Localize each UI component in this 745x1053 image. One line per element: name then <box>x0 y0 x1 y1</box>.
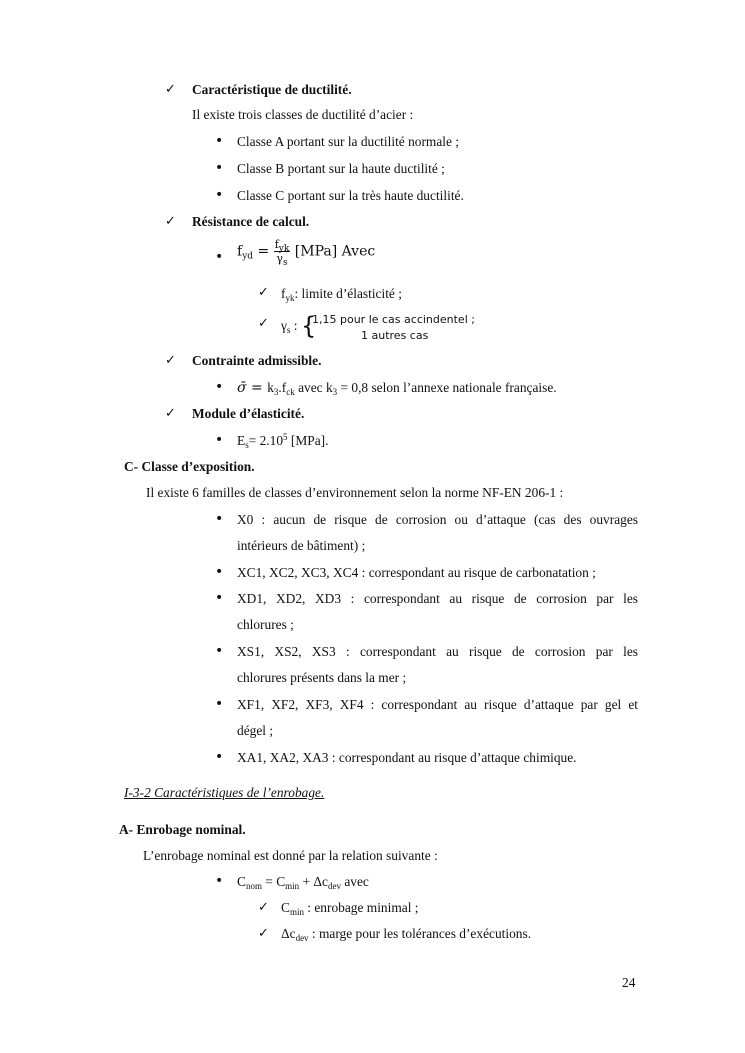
dc-symbol: Δc <box>281 926 296 941</box>
nom-sub: nom <box>245 881 262 891</box>
fyd-sub: yd <box>242 251 254 262</box>
admissible-heading: Contrainte admissible. <box>192 353 322 368</box>
gamma-case-1: 1,15 pour le cas accindentel ; <box>312 313 475 326</box>
check-icon <box>258 925 269 942</box>
bullet-icon <box>215 749 223 765</box>
check-icon <box>165 405 176 422</box>
cmin-symbol: = C <box>261 874 286 889</box>
check-icon <box>258 899 269 916</box>
dc-definition <box>281 926 531 942</box>
list-item-cont: intérieurs de bâtiment) ; <box>237 538 366 553</box>
nominal-heading: A- Enrobage nominal. <box>119 822 246 837</box>
k3b-sub: 3 <box>332 387 338 397</box>
gamma-sub: s <box>286 325 291 335</box>
check-icon <box>258 284 269 301</box>
min-sub: min <box>285 881 300 891</box>
check-icon <box>165 81 176 98</box>
fraction <box>274 238 291 268</box>
page-number: 24 <box>622 975 636 990</box>
ductility-heading: Caractéristique de ductilité. <box>192 82 352 97</box>
frac-num: f <box>274 238 279 251</box>
bullet-icon <box>215 564 223 580</box>
gamma-symbol: γ <box>281 318 287 333</box>
bullet-icon <box>215 432 223 448</box>
formula-unit: [MPa] Avec <box>294 243 376 260</box>
sigma-bar: σ̄ <box>237 380 247 396</box>
list-item: X0 : aucun de risque de corrosion ou d’attaque (cas des ouvrages <box>237 512 638 527</box>
gamma-colon: : <box>290 318 298 333</box>
c-symbol: C <box>237 874 246 889</box>
check-icon <box>165 352 176 369</box>
list-item: Classe B portant sur la haute ductilité ; <box>237 161 445 176</box>
modulus-unit: [MPa]. <box>287 433 329 448</box>
bullet-icon <box>215 511 223 527</box>
fck-symbol: .f <box>278 380 287 395</box>
resistance-formula <box>237 238 376 268</box>
e-symbol: E <box>237 433 246 448</box>
list-item-cont: dégel ; <box>237 723 274 738</box>
list-item: XS1, XS2, XS3 : correspondant au risque de corrosion par les <box>237 644 638 659</box>
list-item-cont: chlorures ; <box>237 617 294 632</box>
brace-symbol: { <box>301 312 317 340</box>
frac-num-sub: yk <box>278 244 290 254</box>
admissible-text: avec k <box>294 380 333 395</box>
bullet-icon <box>215 133 223 149</box>
list-item: XC1, XC2, XC3, XC4 : correspondant au risque de carbonatation ; <box>237 565 596 580</box>
check-icon <box>258 315 269 332</box>
check-icon <box>165 213 176 230</box>
cmin-desc: : enrobage minimal ; <box>303 900 419 915</box>
bullet-icon <box>215 696 223 712</box>
dc-sub: dev <box>295 933 309 943</box>
fyk-definition <box>281 286 402 302</box>
modulus-number: = 2.10 <box>248 433 284 448</box>
cmin-sub: min <box>289 907 304 917</box>
modulus-value <box>237 433 328 449</box>
dev-sub: dev <box>327 881 341 891</box>
k3-symbol: k <box>267 380 274 395</box>
resistance-heading: Résistance de calcul. <box>192 214 310 229</box>
exposure-intro: Il existe 6 familles de classes d’environnement selon la norme NF-EN 206-1 : <box>146 485 564 500</box>
frac-den: γ <box>276 252 283 265</box>
equals-sign: = <box>257 243 270 260</box>
gamma-case-2: 1 autres cas <box>361 329 429 342</box>
bullet-icon <box>215 160 223 176</box>
cmin-definition <box>281 900 419 916</box>
bullet-icon <box>215 873 223 889</box>
cmin-symbol-2: C <box>281 900 290 915</box>
gamma-definition <box>281 318 298 334</box>
bullet-icon <box>215 187 223 203</box>
frac-den-sub: s <box>282 258 288 268</box>
exposure-heading: C- Classe d’exposition. <box>124 459 255 474</box>
dc-desc: : marge pour les tolérances d’exécutions. <box>308 926 532 941</box>
equals-sign: = <box>246 380 268 396</box>
list-item: XF1, XF2, XF3, XF4 : correspondant au risque d’attaque par gel et <box>237 697 638 712</box>
fyk-desc: : limite d’élasticité ; <box>294 286 402 301</box>
nominal-formula <box>237 874 369 890</box>
list-item: Classe A portant sur la ductilité normale ; <box>237 134 460 149</box>
list-item: Classe C portant sur la très haute ductilité. <box>237 188 464 203</box>
fyd-symbol: f <box>237 243 243 260</box>
bullet-icon <box>215 643 223 659</box>
delta-c-symbol: + Δc <box>299 874 328 889</box>
section-title: I-3-2 Caractéristiques de l’enrobage. <box>124 785 325 800</box>
list-item-cont: chlorures présents dans la mer ; <box>237 670 407 685</box>
fyk-symbol: f <box>281 286 286 301</box>
ck-sub: ck <box>286 387 295 397</box>
e-sub: s <box>245 440 249 450</box>
bullet-icon <box>215 590 223 606</box>
avec-text: avec <box>340 874 369 889</box>
nominal-intro: L’enrobage nominal est donné par la relation suivante : <box>143 848 438 863</box>
bullet-icon <box>215 249 223 265</box>
bullet-icon <box>215 379 223 395</box>
modulus-exp: 5 <box>283 432 288 442</box>
k3-sub: 3 <box>273 387 279 397</box>
admissible-text-2: = 0,8 selon l’annexe nationale française. <box>337 380 557 395</box>
admissible-formula <box>237 380 557 396</box>
ductility-intro: Il existe trois classes de ductilité d’acier : <box>192 107 414 122</box>
modulus-heading: Module d’élasticité. <box>192 406 305 421</box>
list-item: XA1, XA2, XA3 : correspondant au risque d’attaque chimique. <box>237 750 577 765</box>
list-item: XD1, XD2, XD3 : correspondant au risque de corrosion par les <box>237 591 638 606</box>
fyk-sub: yk <box>285 293 295 303</box>
